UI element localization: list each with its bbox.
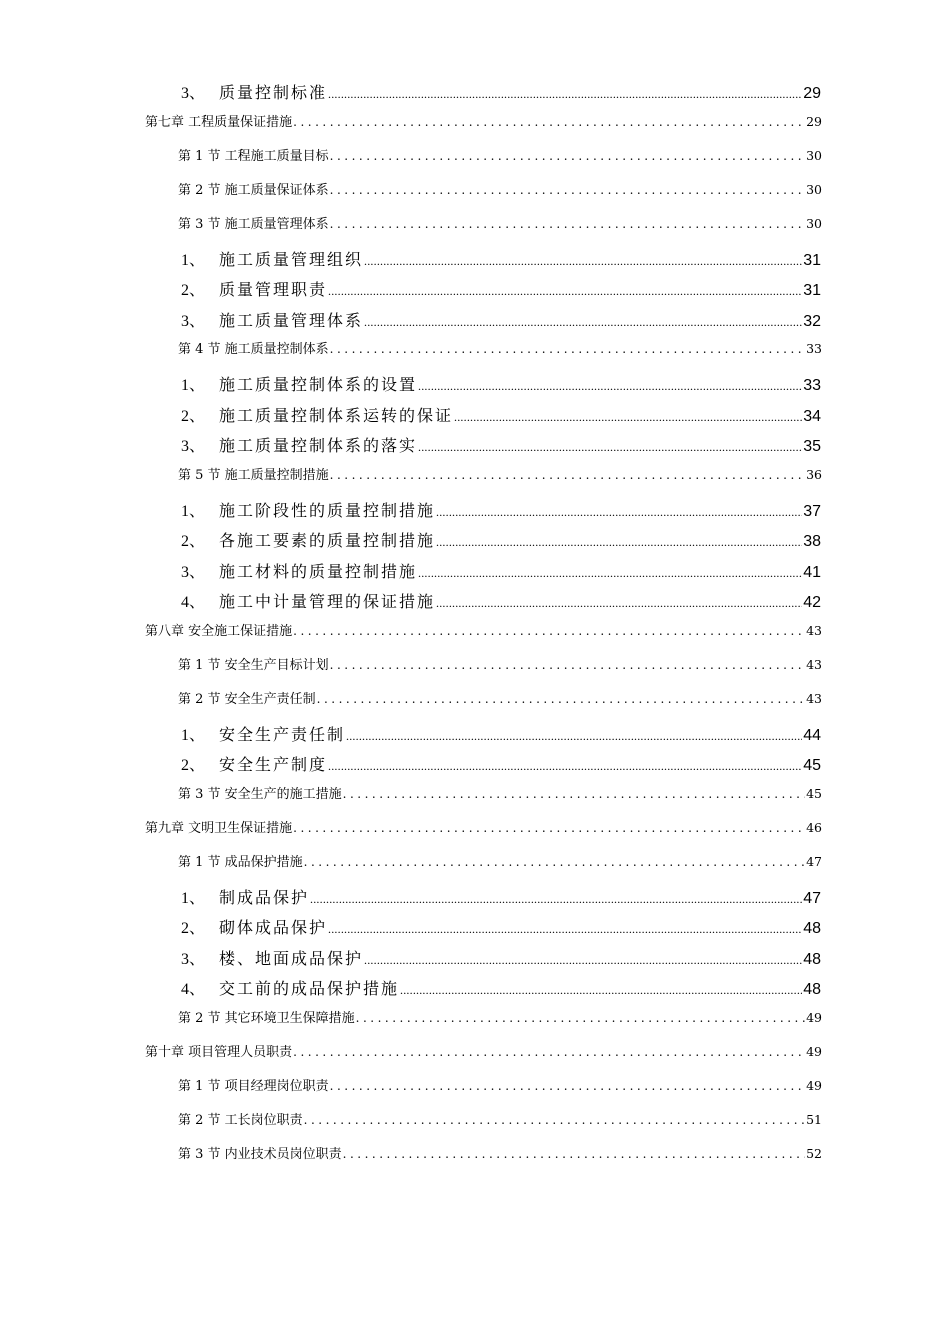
toc-entry-label: 施工阶段性的质量控制措施 [219,502,436,520]
dot-leader [418,377,802,395]
toc-entry-number: 3、 [181,563,206,581]
dot-leader [328,757,802,775]
toc-entry-section[interactable] [0,688,822,722]
toc-entry-label: 交工前的成品保护措施 [219,981,400,998]
toc-entry-page-number: 45 [803,757,821,774]
toc-entry-number: 2、 [181,282,206,299]
toc-entry-label: 第 1 节 项目经理岗位职责 [178,1078,329,1094]
toc-entry-item[interactable] [0,498,821,529]
toc-entry-section[interactable] [0,1143,822,1177]
toc-entry-item[interactable] [0,372,821,403]
toc-entry-item[interactable] [0,433,821,464]
toc-entry-section[interactable] [0,783,822,817]
toc-entry-item[interactable] [0,722,821,753]
toc-entry-item[interactable] [0,752,821,783]
toc-entry-page-number: 48 [803,950,821,968]
toc-entry-number: 4、 [181,981,206,998]
toc-entry-number: 2、 [181,533,206,550]
toc-entry-text [181,946,363,969]
toc-entry-section[interactable] [0,213,822,247]
dot-leader [304,855,805,870]
toc-entry-page-number: 42 [803,594,821,611]
toc-entry-item[interactable] [0,247,821,278]
toc-entry-text [178,851,303,870]
dot-leader [310,890,802,908]
toc-entry-label: 第 3 节 内业技术员岗位职责 [178,1146,342,1162]
toc-entry-section[interactable] [0,179,822,213]
toc-entry-item[interactable] [0,559,821,590]
toc-entry-text [178,338,329,357]
toc-entry-page-number: 41 [803,563,821,581]
toc-entry-number: 1、 [181,251,206,269]
toc-entry-text [145,817,292,836]
toc-entry-section[interactable] [0,145,822,179]
toc-entry-label: 质量控制标准 [219,85,328,102]
toc-entry-text [181,589,435,612]
toc-entry-text [178,1007,355,1026]
toc-entry-page-number: 49 [806,1043,822,1059]
dot-leader [330,1079,805,1094]
toc-entry-section[interactable] [0,338,822,372]
dot-leader [346,727,802,745]
toc-entry-item[interactable] [0,403,821,434]
toc-entry-number: 1、 [181,377,206,394]
toc-entry-page-number: 49 [806,1077,822,1093]
toc-entry-number: 1、 [181,889,206,907]
dot-leader [330,342,805,357]
toc-entry-number: 3、 [181,438,206,455]
toc-entry-text [181,433,417,456]
toc-entry-text [178,145,329,164]
toc-entry-label: 第 2 节 工长岗位职责 [178,1112,303,1128]
toc-entry-text [178,213,329,232]
dot-leader [293,821,805,836]
toc-entry-label: 楼、地面成品保护 [219,950,364,968]
toc-entry-text [145,1041,292,1060]
toc-entry-item[interactable] [0,528,821,559]
toc-entry-page-number: 52 [806,1145,822,1161]
dot-leader [293,1045,805,1060]
toc-entry-text [181,915,327,938]
toc-entry-item[interactable] [0,915,821,946]
toc-entry-text [178,1109,303,1128]
toc-entry-page-number: 31 [803,251,821,269]
toc-entry-page-number: 48 [803,981,821,998]
toc-entry-text [181,247,363,270]
dot-leader [330,658,805,673]
toc-entry-number: 1、 [181,502,206,520]
toc-entry-text [178,654,329,673]
toc-entry-number: 3、 [181,950,206,968]
toc-entry-label: 施工质量管理组织 [219,251,364,269]
dot-leader [436,533,802,551]
toc-entry-text [181,559,417,582]
toc-entry-page-number: 43 [806,690,822,706]
toc-entry-text [181,498,435,521]
toc-entry-text [178,1143,342,1162]
dot-leader [364,951,802,969]
toc-entry-item[interactable] [0,277,821,308]
toc-entry-label: 安全生产制度 [219,757,328,774]
dot-leader [436,503,802,521]
toc-entry-item[interactable] [0,80,821,111]
toc-entry-label: 施工质量控制体系运转的保证 [219,407,454,425]
dot-leader [364,313,802,331]
toc-entry-page-number: 43 [806,656,822,672]
toc-entry-page-number: 51 [806,1111,822,1127]
toc-entry-page-number: 47 [806,853,822,869]
toc-entry-page-number: 49 [806,1009,822,1025]
toc-entry-text [178,464,329,483]
toc-entry-label: 第 3 节 施工质量管理体系 [178,216,329,232]
toc-entry-section[interactable] [0,464,822,498]
toc-entry-label: 第八章 安全施工保证措施 [145,623,293,639]
toc-entry-page-number: 35 [803,438,821,455]
toc-entry-chapter[interactable] [0,817,822,851]
dot-leader [343,1147,805,1162]
dot-leader [330,468,805,483]
toc-entry-label: 安全生产责任制 [219,726,346,744]
toc-entry-page-number: 45 [806,785,822,801]
dot-leader [364,252,802,270]
toc-entry-text [181,372,417,395]
toc-entry-item[interactable] [0,885,821,916]
toc-entry-label: 砌体成品保护 [219,920,328,937]
toc-entry-page-number: 30 [806,181,822,197]
toc-entry-page-number: 29 [806,113,822,129]
toc-entry-chapter[interactable] [0,1041,822,1075]
toc-entry-number: 1、 [181,726,206,744]
toc-entry-label: 施工质量控制体系的落实 [219,438,418,455]
dot-leader [356,1011,805,1026]
toc-entry-text [181,885,309,908]
toc-entry-label: 第 3 节 安全生产的施工措施 [178,786,342,802]
dot-leader [304,1113,805,1128]
toc-entry-item[interactable] [0,976,821,1007]
dot-leader [400,981,802,999]
toc-entry-label: 施工质量控制体系的设置 [219,377,418,394]
toc-entry-text [178,1075,329,1094]
toc-entry-text [181,722,345,745]
toc-entry-section[interactable] [0,654,822,688]
toc-entry-label: 第 2 节 安全生产责任制 [178,691,316,707]
toc-entry-label: 第九章 文明卫生保证措施 [145,820,293,836]
toc-entry-text [181,80,327,103]
toc-entry-section[interactable] [0,1007,822,1041]
toc-entry-section[interactable] [0,851,822,885]
dot-leader [293,115,805,130]
toc-entry-text [181,976,399,999]
toc-entry-page-number: 33 [806,341,822,356]
toc-entry-label: 施工中计量管理的保证措施 [219,594,436,611]
toc-entry-text [181,277,327,300]
toc-entry-page-number: 30 [806,147,822,163]
dot-leader [328,282,802,300]
dot-leader [418,564,802,582]
toc-entry-chapter[interactable] [0,111,822,145]
toc-entry-label: 第 4 节 施工质量控制体系 [178,342,329,357]
toc-entry-page-number: 33 [803,377,821,394]
toc-entry-section[interactable] [0,1075,822,1109]
toc-entry-label: 第 1 节 工程施工质量目标 [178,148,329,164]
toc-entry-page-number: 44 [803,726,821,744]
toc-entry-page-number: 48 [803,920,821,937]
toc-entry-page-number: 43 [806,622,822,638]
table-of-contents [0,80,950,1177]
toc-entry-page-number: 32 [803,312,821,330]
toc-entry-label: 第 1 节 安全生产目标计划 [178,657,329,673]
toc-entry-page-number: 38 [803,533,821,550]
dot-leader [454,408,802,426]
toc-entry-number: 3、 [181,312,206,330]
toc-entry-page-number: 30 [806,215,822,231]
toc-entry-label: 第十章 项目管理人员职责 [145,1044,293,1060]
dot-leader [328,85,802,103]
toc-entry-label: 施工材料的质量控制措施 [219,563,418,581]
toc-entry-text [145,111,292,130]
toc-entry-item[interactable] [0,308,821,339]
toc-entry-label: 第 2 节 施工质量保证体系 [178,182,329,198]
dot-leader [293,624,805,639]
toc-entry-label: 施工质量管理体系 [219,312,364,330]
toc-entry-number: 2、 [181,407,206,425]
dot-leader [436,594,802,612]
toc-entry-text [181,403,453,426]
toc-entry-page-number: 36 [806,466,822,482]
toc-entry-item[interactable] [0,589,821,620]
dot-leader [330,149,805,164]
toc-entry-label: 第七章 工程质量保证措施 [145,114,293,130]
toc-entry-label: 各施工要素的质量控制措施 [219,533,436,550]
toc-entry-page-number: 37 [803,502,821,520]
toc-entry-label: 第 2 节 其它环境卫生保障措施 [178,1010,355,1026]
dot-leader [330,183,805,198]
toc-entry-text [178,688,316,707]
toc-entry-number: 2、 [181,920,206,937]
toc-entry-text [181,528,435,551]
toc-entry-number: 2、 [181,757,206,774]
dot-leader [343,787,805,802]
toc-entry-text [181,308,363,331]
toc-entry-label: 第 1 节 成品保护措施 [178,854,303,870]
dot-leader [317,692,805,707]
toc-entry-page-number: 31 [803,282,821,299]
toc-entry-label: 制成品保护 [219,889,310,907]
dot-leader [328,920,802,938]
toc-entry-chapter[interactable] [0,620,822,654]
toc-entry-page-number: 47 [803,889,821,907]
toc-entry-text [178,783,342,802]
toc-entry-section[interactable] [0,1109,822,1143]
dot-leader [418,438,802,456]
dot-leader [330,217,805,232]
toc-entry-number: 3、 [181,85,206,102]
toc-entry-number: 4、 [181,594,206,611]
toc-entry-page-number: 34 [803,407,821,425]
toc-entry-text [181,752,327,775]
toc-entry-text [178,179,329,198]
toc-entry-item[interactable] [0,946,821,977]
toc-entry-page-number: 29 [803,85,821,102]
toc-entry-label: 质量管理职责 [219,282,328,299]
toc-entry-text [145,620,292,639]
toc-entry-label: 第 5 节 施工质量控制措施 [178,467,329,483]
toc-entry-page-number: 46 [806,819,822,835]
